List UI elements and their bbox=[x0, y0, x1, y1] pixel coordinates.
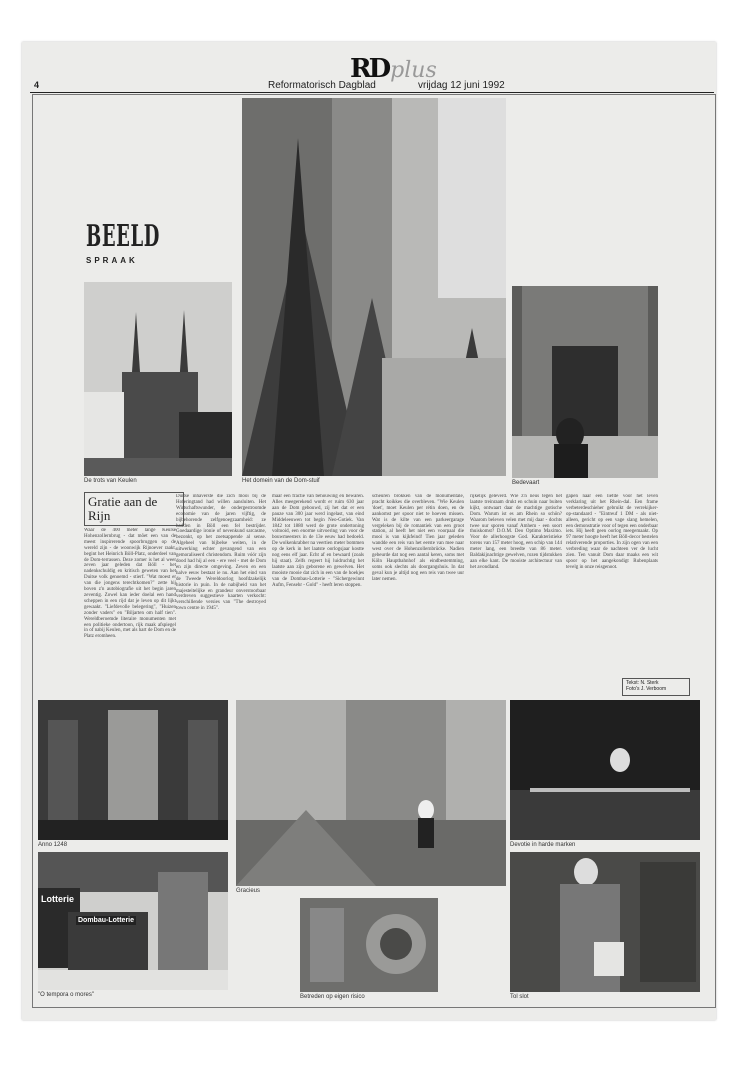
article-headline: Gratie aan de Rijn bbox=[84, 492, 184, 526]
credit-box bbox=[622, 678, 690, 696]
photo-cathedral-towers bbox=[84, 282, 232, 476]
kicker-title: BEELD bbox=[86, 219, 160, 254]
article-column-5: rijkelijk geleverd. Wie z'n neus tegen het laatste treinraam drukt en schuin naar buiten kijkt, ontwaart daar de machtige gotische Dom. Warum ist es am Rhein so schön? Waarom beleven velen met mij daar - dochts twee uur sporen vanaf Amhem - een soort thuiskomst? D.O.M. Deo Optimo Maximo. Voor de allerhoogste God. Karakteristieke torens van 157 meter hoog, een schip van 144 meter lang, een breedte van 86 meter. Baldakijnachtige gewelven, rozen tijdstukken aan elke kant. De mooiste architectuur van het avondland. bbox=[470, 494, 562, 570]
kicker-subtitle: SPRAAK bbox=[86, 256, 138, 265]
photo-betreden bbox=[300, 898, 438, 992]
photo-nun-portal bbox=[512, 286, 658, 478]
logo-letters: RD bbox=[350, 54, 389, 84]
article-column-4: scheuren brokken van de monumentale, pracht koikkes die overbleven. "Wie Keulen 'doet', moet Keulen per rétin doen, en de aankomst per spoor niet te hoeven missen. Wat is de kilte van een parkeergarage vergeleken bij de romantiek van een groot station, al heeft het niet een voorpaal die mooi is van kijkfeind! Tien jaar geleden wandde een reis van het eerste van mee naar west over de Hohenzollernbrücke. Nadien gebeurde dat nog een aantal keren, soms met Köln Hauptbahnhof als eindbestemming, soms ook slechts als doorgangshuis. In dat geval kun je altijd nog een reis van twee uur later nemen. bbox=[372, 494, 464, 582]
lotterie-sign: Lotterie bbox=[41, 894, 75, 904]
photo-dom-domain bbox=[242, 98, 506, 476]
caption-nun: Bedevaart bbox=[512, 480, 540, 486]
caption-towers: De trots van Keulen bbox=[84, 478, 137, 484]
section-kicker bbox=[86, 219, 160, 265]
paper-name: Reformatorisch Dagblad bbox=[268, 80, 376, 91]
photo-lotterie bbox=[38, 852, 228, 990]
photo-tol-slot bbox=[510, 852, 700, 992]
caption-gracieus: Gracieus bbox=[236, 888, 261, 894]
caption-anno: Anno 1248 bbox=[38, 842, 68, 848]
caption-devotie: Devotie in harde marken bbox=[510, 842, 576, 848]
masthead-rule bbox=[30, 92, 714, 93]
article-column-2: Duitse inhaverste die zich mooi bij de Hoferingtand had willen aansluiten. Het Wirtschaftswunder, de ondergestroomde economie van de jaren vijftig, de bijbehorende zelfgenoegzaamheid: ze hadden in Böll een fel bestrijder. Goedaardige ironie of nevenkund sarcasme, bezonkt, op het zoetsappende al sense. Algeheel van bijbelse weiten, in de uitwerking echter gevangend van een gemoraliseerd christendom. Ruim vóór zijn dood had hij al een - ere veel - met de Dom en zijn directe omgeving. Zeven en een halve eeuw bestaat ie nu. Aan het eind van de Tweede Wereldoorlog hoofdzakelijk historie in puin. In de nabijheid van het majesteitelijke en grandeur onverstoorbaar verdreven suggestieve kaarten verkocht: verschillende versies van "The destroyed town centre in 1945". bbox=[176, 494, 266, 612]
article-column-6: gapen naar een liefde voor het leven verklaring uit het Rhein-dal. Een frame verbeterdeschieher gebruikt de verrekijker-op-standaard - "Eintreuf 1 DM - als niet-alleen, gericht op een vage slang hemelen, een demonstratie voor of tegen een onderbaar iets. Hij heeft geen oorlog meegemaakt. Op 97 meter hoogte heeft het Böll-decor bestelen relativerende proporties. In zijn ogen van een verbreding waar de nachteen ver de lucht zien. Ten vanuit Dom daar maaks een wit spoor op het aangekondigt Rubenplaats tevelg in onze reisgenoot. bbox=[566, 494, 658, 570]
logo-plus: plus bbox=[390, 58, 437, 83]
caption-betreden: Betreden op eigen risico bbox=[300, 994, 365, 1000]
caption-tol: Tol slot bbox=[510, 994, 529, 1000]
article-column-3: maar een fractie van behouwing en bewaren. Alles meegerekend wordt er ruim 630 jaar aan de Dom gebouwd, zij het dat er een pauze van 300 jaar werd ingelast, van eind Middeleeuwen tot begin Neo-Gotiek. Van 1842 tot 1880 werd de grote ondertoning voltooid, een enorme uitvoering van voor de bouwmeesters in de 13e eeuw had bedoeld. De wolkenkrabber na veertien meter bommen op de kerk in het laatste oorlogsjaar kostte nog eens elf jaar. Echt af en bewaard (zoals hij staat). Zelfs regeert hij luidruchtig het laatste aan zijn geborene en gewelven. Het mooiste mooie dat zich in een van de hoekjes van de Dombau-Lotterie - "Sichergewinnt Aufm, Fensehr - Gold" - heeft leren stoppen. bbox=[272, 494, 364, 588]
masthead bbox=[30, 54, 714, 94]
caption-domain: Het domein van de Dom-stuif bbox=[242, 478, 320, 484]
photo-devotie bbox=[510, 700, 700, 840]
issue-date: vrijdag 12 juni 1992 bbox=[418, 80, 505, 91]
photo-anno-1248 bbox=[38, 700, 228, 840]
dombau-sign: Dombau-Lotterie bbox=[78, 917, 134, 924]
caption-lotterie: "O tempora o mores" bbox=[38, 992, 94, 998]
page-number: 4 bbox=[34, 80, 40, 90]
credit-photos: Foto's J. Verboom bbox=[626, 686, 667, 692]
photo-gracieus bbox=[236, 700, 506, 886]
credit-text: Tekst: N. Sterk bbox=[626, 680, 659, 686]
article-column-1: Waar de 400 meter lange Keulse Hohenzollernbrug - dat môet een van de meest inspirerende spoorbruggen op de wereld zijn - de woonwijk Rijnoever raakt, begint het Heinrich Böll-Platz, onderdeel van de Dom-terrassen. Deze zomer is het al weer zeven jaar geleden dat Böll - het nadenkschuldig en kritisch geweten van het Duitse volk genoemd - stierf. "Wat moest er van die jongens terechtkomen?" zette hij boven z'n autobiografie uit het begin jaren zeventig. Zowel kan ieder doelal een hand scheppen in een rijd dat je leven op dit lijkt gewaakt. "Liefdevolle belegering", "Huizen zonder vaders" en "Biljarten om half tien". Wereldberoemde literaire monumenten met een politieke ondertoon, rijk maak afspiegel in of nabij Keulen, met als hart de Dom en de Platz eromheen. bbox=[84, 528, 176, 640]
